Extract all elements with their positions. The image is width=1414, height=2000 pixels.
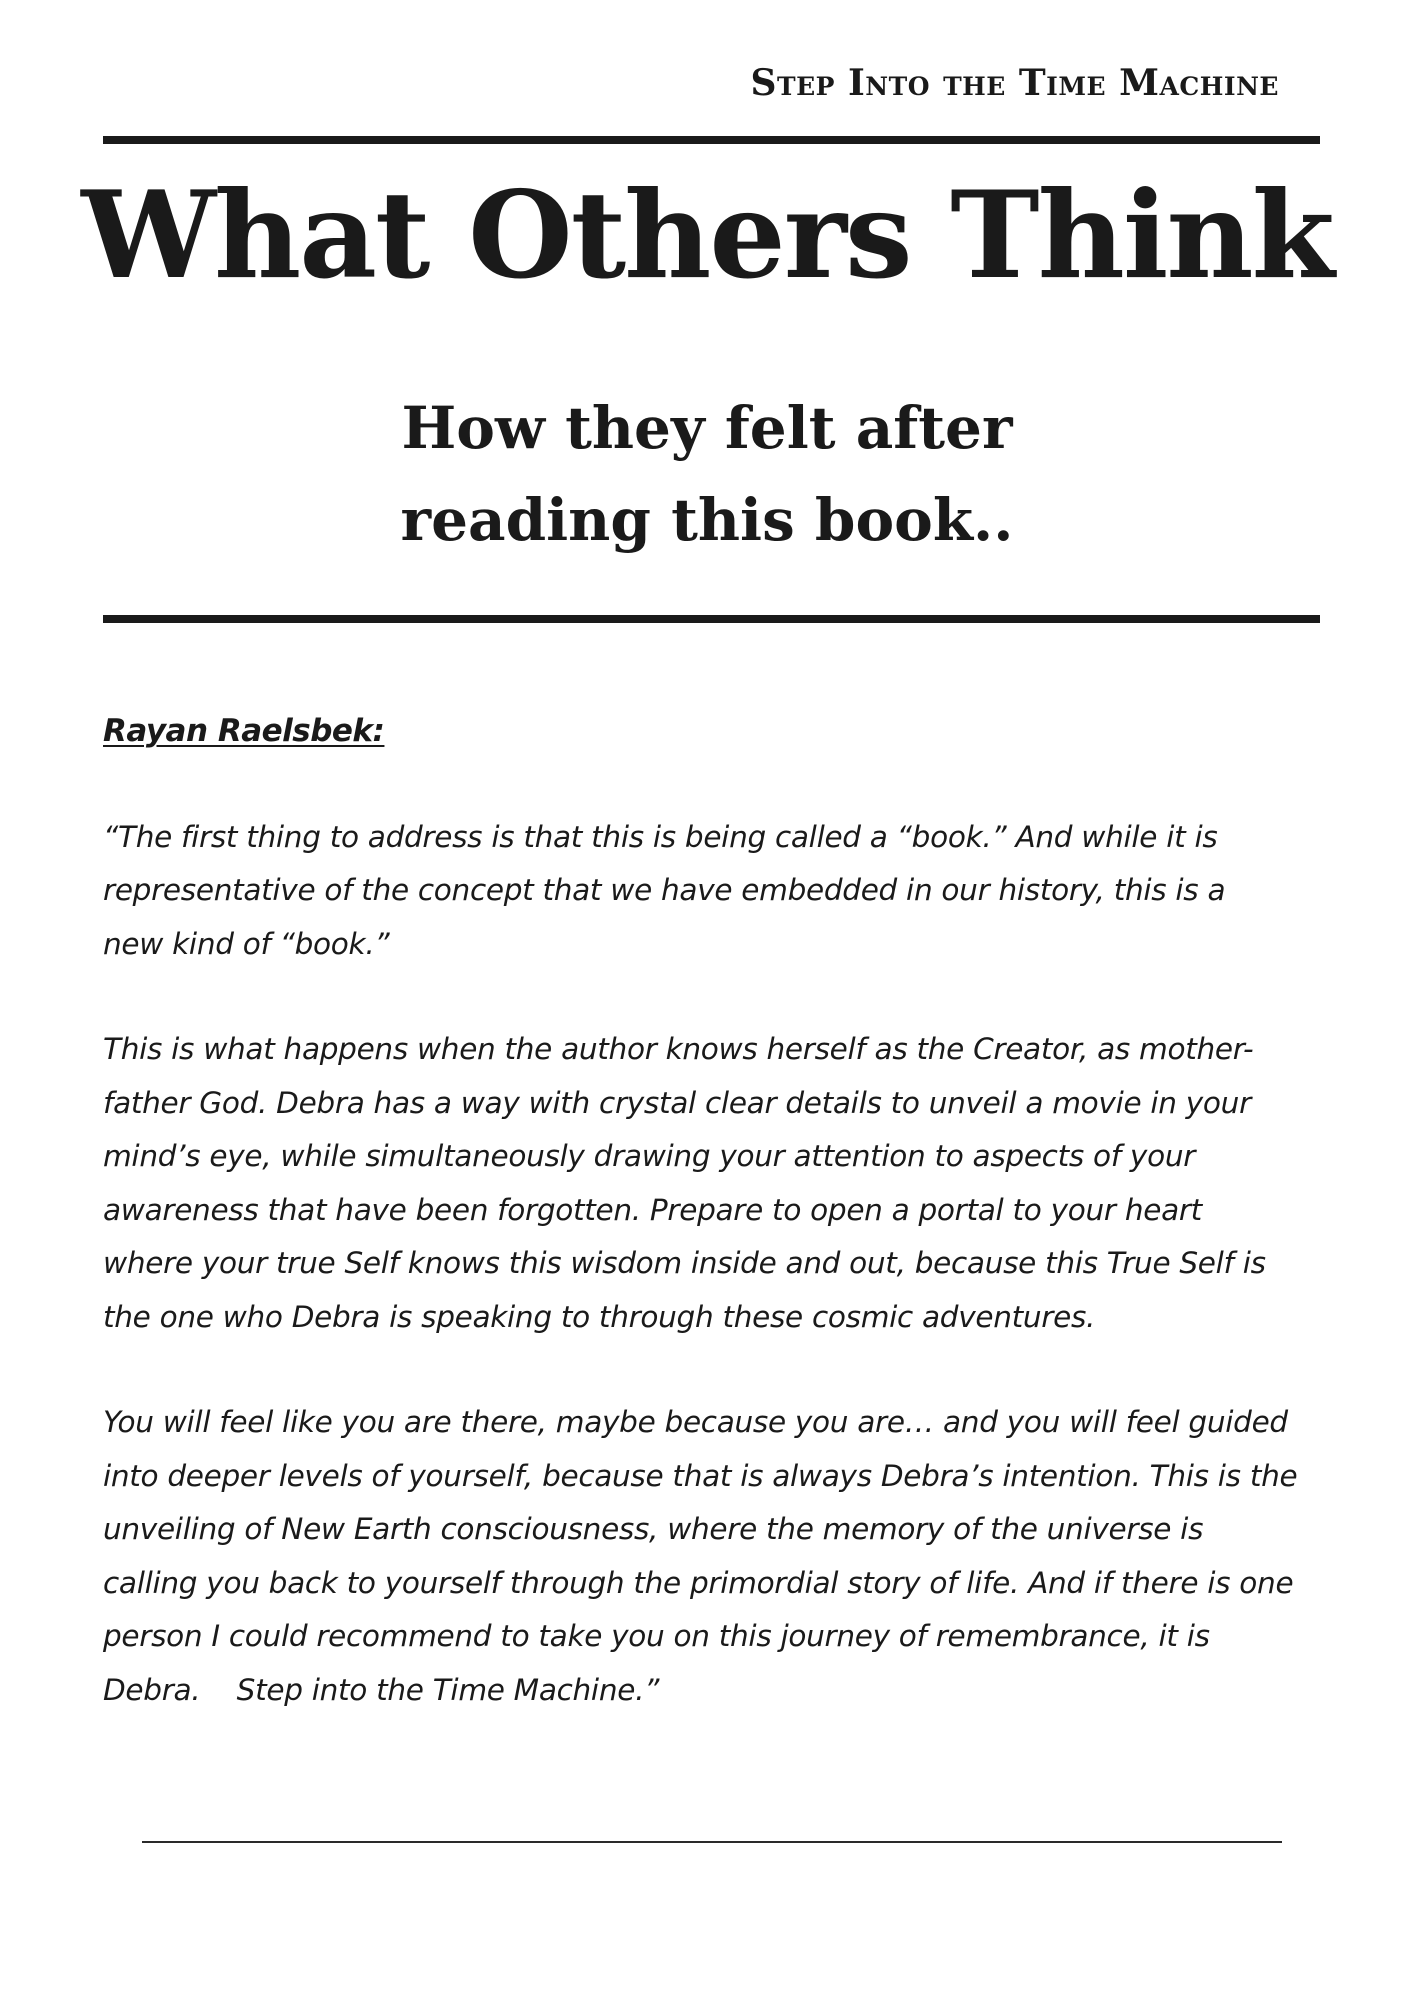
text-line: into deeper levels of yourself, because that is always Debra’s intention. This is the: [103, 1458, 1298, 1493]
text-line: representative of the concept that we have embedded in our history, this is a: [103, 873, 1226, 907]
top-divider: [103, 136, 1320, 144]
text-line: mind’s eye, while simultaneously drawing your attention to aspects of your: [103, 1139, 1196, 1173]
text-line: the one who Debra is speaking to through these cosmic adventures.: [103, 1299, 1096, 1334]
text-line: calling you back to yourself through the primordial story of life. And if there is one: [103, 1565, 1294, 1600]
review-paragraph-3: [103, 1396, 1343, 1717]
subtitle-line-1: How they felt after: [401, 394, 1013, 462]
review-paragraph-1: [103, 811, 1343, 972]
text-line: new kind of “book.”: [103, 926, 390, 961]
text-line: You will feel like you are there, maybe because you are… and you will feel guided: [103, 1405, 1288, 1439]
section-divider: [103, 615, 1320, 623]
text-line: father God. Debra has a way with crystal clear details to unveil a movie in your: [103, 1085, 1251, 1120]
text-line: person I could recommend to take you on this journey of remembrance, it is: [103, 1619, 1210, 1653]
review-body: [103, 705, 1343, 1769]
text-line: awareness that have been forgotten. Prepare to open a portal to your heart: [103, 1192, 1202, 1227]
reviewer-name: Rayan Raelsbek:: [103, 713, 385, 749]
footer-divider: [142, 1841, 1282, 1843]
subtitle-line-2: reading this book..: [400, 486, 1014, 554]
text-line: “The first thing to address is that this is being called a “book.” And while it is: [103, 819, 1218, 854]
text-line: where your true Self knows this wisdom inside and out, because this True Self is: [103, 1246, 1266, 1280]
review-paragraph-2: [103, 1023, 1343, 1344]
text-line: This is what happens when the author knows herself as the Creator, as mother-: [103, 1032, 1254, 1066]
page-subtitle: [160, 382, 1254, 566]
text-line: unveiling of New Earth consciousness, where the memory of the universe is: [103, 1512, 1204, 1546]
text-line: Debra. Step into the Time Machine.”: [103, 1672, 660, 1707]
page-title: What Others Think: [81, 165, 1333, 306]
running-header-title: Step Into the Time Machine: [750, 62, 1279, 104]
